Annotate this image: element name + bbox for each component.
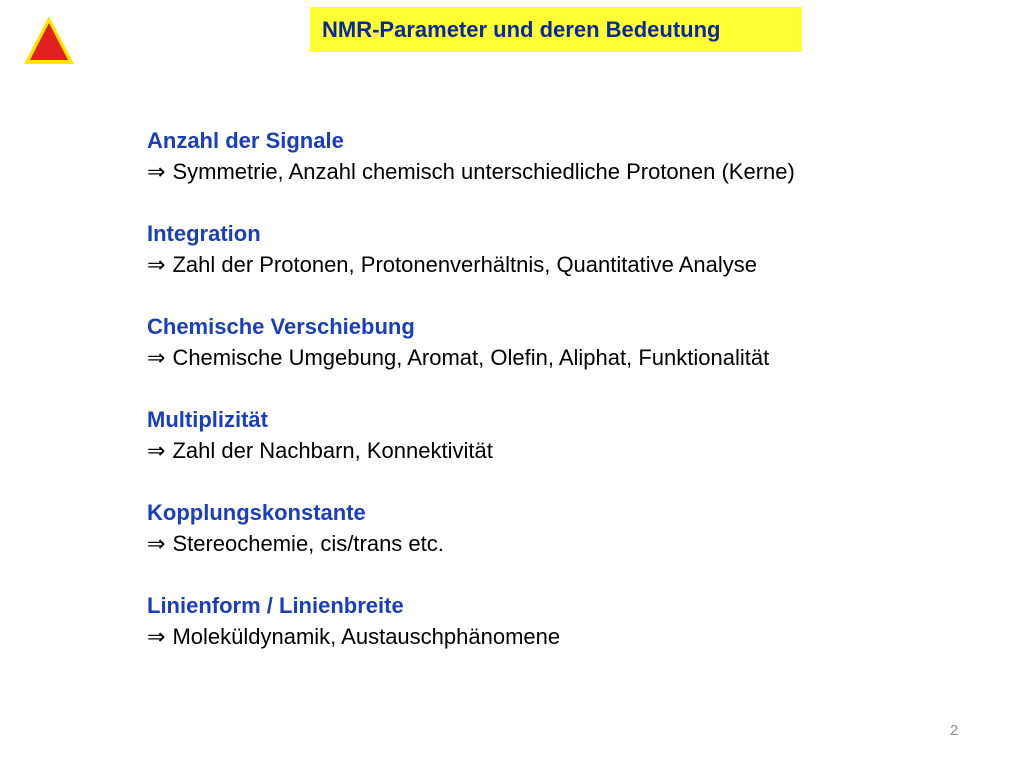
implies-arrow-icon: ⇒: [147, 531, 166, 556]
section-description: [147, 621, 947, 653]
section-multiplizitaet: [147, 405, 947, 467]
section-text: Stereochemie, cis/trans etc.: [172, 531, 444, 556]
section-text: Zahl der Protonen, Protonenverhältnis, Quantitative Analyse: [172, 252, 758, 277]
implies-arrow-icon: ⇒: [147, 345, 166, 370]
section-kopplungskonstante: [147, 498, 947, 560]
triangle-logo-icon: [22, 14, 76, 66]
section-text: Symmetrie, Anzahl chemisch unterschiedliche Protonen (Kerne): [172, 159, 795, 184]
section-heading: Multiplizität: [147, 407, 268, 432]
page-number: 2: [950, 722, 959, 739]
section-description: [147, 249, 947, 281]
implies-arrow-icon: ⇒: [147, 624, 166, 649]
section-heading: Chemische Verschiebung: [147, 314, 415, 339]
implies-arrow-icon: ⇒: [147, 159, 166, 184]
section-anzahl-signale: [147, 126, 947, 188]
section-description: [147, 435, 947, 467]
section-heading: Kopplungskonstante: [147, 500, 366, 525]
slide-title: NMR-Parameter und deren Bedeutung: [322, 16, 721, 42]
section-linienform: [147, 591, 947, 653]
section-text: Chemische Umgebung, Aromat, Olefin, Aliphat, Funktionalität: [172, 345, 770, 370]
section-description: [147, 342, 947, 374]
section-integration: [147, 219, 947, 281]
section-text: Moleküldynamik, Austauschphänomene: [172, 624, 561, 649]
section-heading: Linienform / Linienbreite: [147, 593, 404, 618]
section-heading: Integration: [147, 221, 261, 246]
slide-title-box: [310, 7, 802, 52]
implies-arrow-icon: ⇒: [147, 252, 166, 277]
section-chemische-verschiebung: [147, 312, 947, 374]
section-heading: Anzahl der Signale: [147, 128, 344, 153]
section-text: Zahl der Nachbarn, Konnektivität: [172, 438, 493, 463]
section-description: [147, 156, 947, 188]
parameter-list: [147, 126, 947, 684]
implies-arrow-icon: ⇒: [147, 438, 166, 463]
section-description: [147, 528, 947, 560]
